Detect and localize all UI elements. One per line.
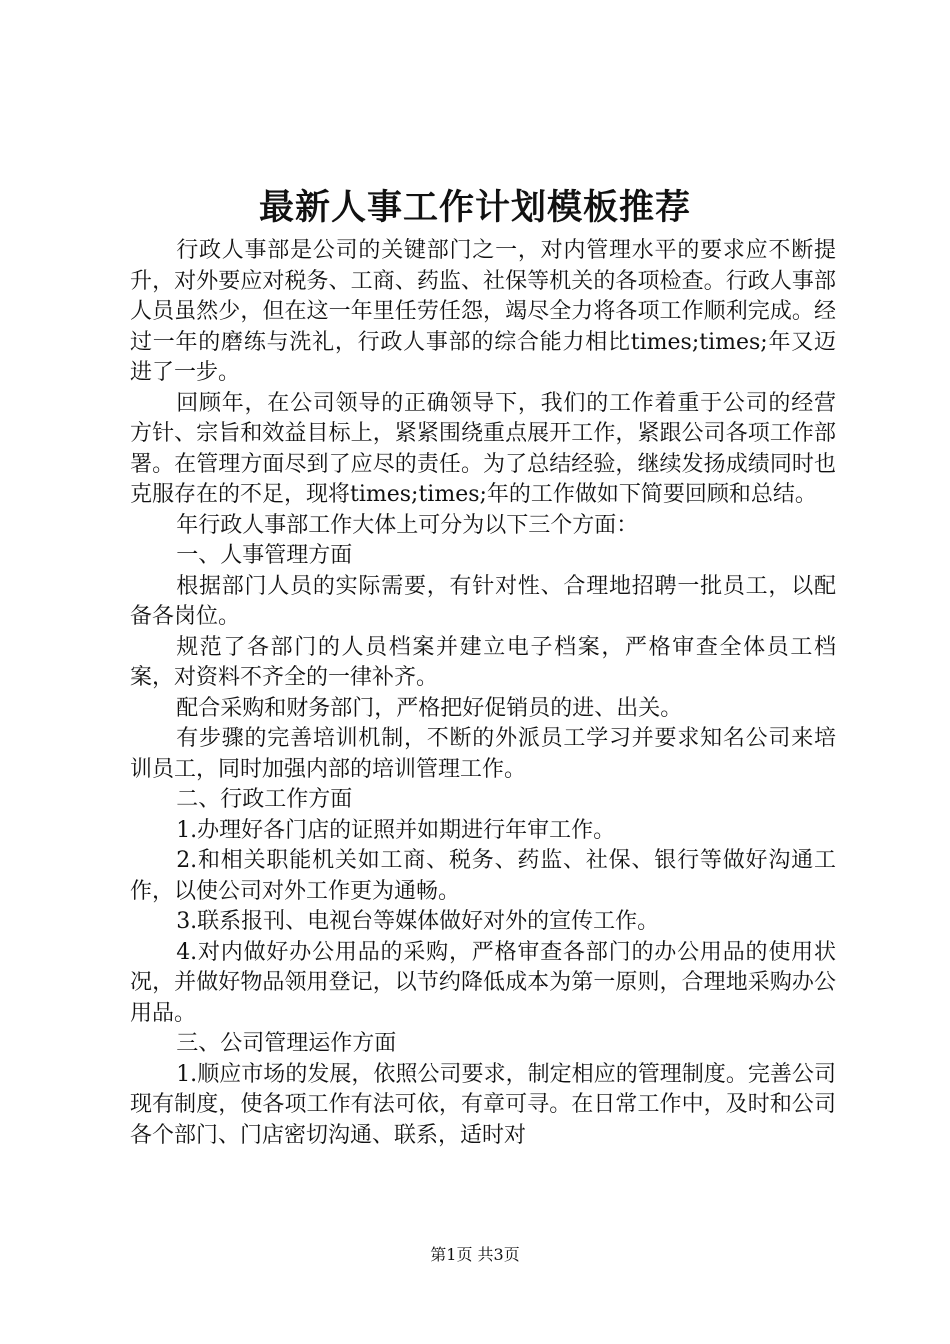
paragraph: 配合采购和财务部门，严格把好促销员的进、出关。	[176, 695, 683, 721]
page-number-footer: 第1页 共3页	[430, 1245, 520, 1264]
paragraph: 有步骤的完善培训机制，不断的外派员工学习并要求知名公司来培训员工，同时加强内部的培训管理工作。	[130, 726, 836, 782]
paragraph: 回顾年，在公司领导的正确领导下，我们的工作着重于公司的经营方针、宗旨和效益目标上，紧紧围绕重点展开工作，紧跟公司各项工作部署。在管理方面尽到了应尽的责任。为了总结经验，继续发扬成绩同时也克服存在的不足，现将times;times;年的工作做如下简要回顾和总结。	[130, 390, 836, 507]
section-heading: 三、公司管理运作方面	[176, 1031, 397, 1056]
paragraph: 规范了各部门的人员档案并建立电子档案，严格审查全体员工档案，对资料不齐全的一律补齐。	[130, 634, 836, 690]
section-heading: 二、行政工作方面	[176, 787, 353, 812]
section-heading: 一、人事管理方面	[176, 543, 353, 568]
document-body	[130, 236, 836, 1151]
paragraph: 行政人事部是公司的关键部门之一，对内管理水平的要求应不断提升，对外要应对税务、工商、药监、社保等机关的各项检查。行政人事部人员虽然少，但在这一年里任劳任怨，竭尽全力将各项工作顺利完成。经过一年的磨练与洗礼，行政人事部的综合能力相比times;times;年又迈进了一步。	[130, 238, 836, 385]
list-item: 4.对内做好办公用品的采购，严格审查各部门的办公用品的使用状况，并做好物品领用登记，以节约降低成本为第一原则，合理地采购办公用品。	[130, 939, 836, 1026]
list-item: 1.顺应市场的发展，依照公司要求，制定相应的管理制度。完善公司现有制度，使各项工作有法可依，有章可寻。在日常工作中，及时和公司各个部门、门店密切沟通、联系，适时对	[130, 1061, 836, 1148]
document-title: 最新人事工作计划模板推荐	[258, 187, 691, 228]
paragraph: 年行政人事部工作大体上可分为以下三个方面：	[176, 512, 639, 538]
list-item: 3.联系报刊、电视台等媒体做好对外的宣传工作。	[176, 909, 660, 934]
list-item: 1.办理好各门店的证照并如期进行年审工作。	[176, 817, 616, 843]
list-item: 2.和相关职能机关如工商、税务、药监、社保、银行等做好沟通工作，以使公司对外工作更为通畅。	[130, 848, 836, 904]
paragraph: 根据部门人员的实际需要，有针对性、合理地招聘一批员工，以配备各岗位。	[130, 573, 836, 629]
